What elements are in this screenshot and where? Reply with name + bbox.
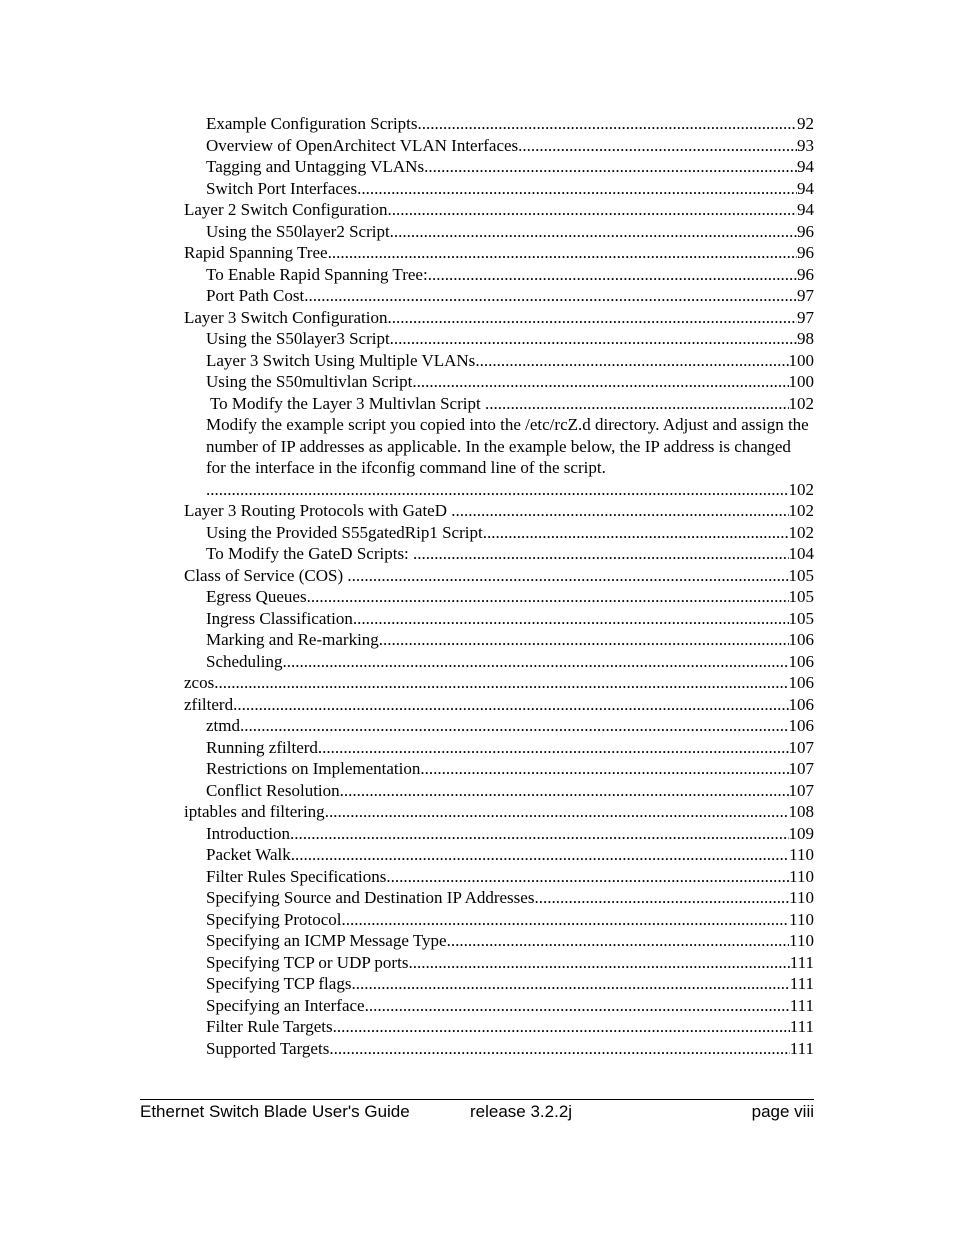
toc-entry-title: iptables and filtering xyxy=(184,802,325,821)
toc-entry-title: Specifying Protocol xyxy=(206,909,342,929)
toc-entry[interactable] xyxy=(184,629,814,651)
toc-dot-leader xyxy=(333,1016,790,1038)
toc-entry-title: Ingress Classification xyxy=(206,608,353,628)
toc-entry-title: Marking and Re-marking xyxy=(206,630,379,649)
toc-dot-leader xyxy=(329,1038,789,1060)
toc-dot-leader xyxy=(518,135,797,157)
toc-entry-title: Tagging and Untagging VLANs xyxy=(206,157,425,176)
toc-dot-leader xyxy=(214,672,788,694)
toc-entry-title: Class of Service (COS) xyxy=(184,565,348,585)
toc-entry-title: Specifying an ICMP Message Type xyxy=(206,931,447,950)
toc-entry-title: Using the S50layer2 Script xyxy=(206,221,390,241)
toc-entry-page: 93 xyxy=(797,135,814,155)
toc-entry[interactable] xyxy=(184,823,814,845)
toc-dot-leader xyxy=(347,565,788,587)
toc-dot-leader xyxy=(351,973,789,995)
toc-entry-page: 102 xyxy=(788,393,814,413)
toc-entry[interactable] xyxy=(184,995,814,1017)
toc-entry-page: 108 xyxy=(788,802,814,821)
toc-entry[interactable] xyxy=(184,307,814,329)
page-footer xyxy=(140,1099,814,1122)
toc-dot-leader xyxy=(325,801,789,823)
toc-entry-title: Layer 3 Switch Using Multiple VLANs xyxy=(206,350,476,370)
toc-entry-page: 106 xyxy=(788,716,814,735)
toc-entry[interactable] xyxy=(184,522,814,544)
toc-entry[interactable] xyxy=(184,930,814,952)
toc-entry-title: Switch Port Interfaces xyxy=(206,178,358,198)
toc-entry-page: 102 xyxy=(788,522,814,542)
toc-dot-leader xyxy=(307,586,789,608)
toc-dot-leader xyxy=(390,221,797,243)
toc-entry-page: 110 xyxy=(789,931,814,950)
toc-entry-page: 100 xyxy=(788,372,814,391)
toc-dot-leader xyxy=(447,930,790,952)
toc-dot-leader xyxy=(485,393,789,415)
toc-entry-page: 105 xyxy=(788,587,814,606)
toc-entry-page: 111 xyxy=(789,995,814,1015)
table-of-contents xyxy=(184,113,814,1059)
toc-entry-title: Introduction xyxy=(206,823,291,843)
toc-entry[interactable] xyxy=(184,608,814,630)
toc-entry-page: 111 xyxy=(789,952,814,972)
toc-entry-title: Layer 3 Routing Protocols with GateD xyxy=(184,501,452,520)
toc-dot-leader xyxy=(483,522,789,544)
toc-entry-title: Specifying Source and Destination IP Addresses xyxy=(206,888,535,907)
toc-entry-page: 105 xyxy=(788,608,814,628)
footer-release: release 3.2.2j xyxy=(470,1102,573,1121)
toc-entry-title: Running zfilterd xyxy=(206,737,318,757)
toc-entry-title: Filter Rule Targets xyxy=(206,1017,333,1036)
toc-entry[interactable] xyxy=(184,780,814,802)
toc-dot-leader xyxy=(475,350,788,372)
toc-entry-page: 94 xyxy=(797,200,814,219)
toc-entry[interactable] xyxy=(184,242,814,264)
toc-entry[interactable] xyxy=(184,565,814,587)
toc-entry-page: 102 xyxy=(788,479,814,499)
toc-dot-leader xyxy=(379,629,789,651)
toc-dot-leader xyxy=(424,156,797,178)
toc-entry-page: 107 xyxy=(788,737,814,757)
toc-entry-title: To Enable Rapid Spanning Tree: xyxy=(206,264,428,284)
toc-dot-leader xyxy=(412,371,788,393)
toc-entry-page: 104 xyxy=(788,544,814,563)
toc-entry-page: 110 xyxy=(789,866,814,886)
toc-entry[interactable] xyxy=(184,715,814,737)
toc-entry-title: zcos xyxy=(184,673,215,692)
toc-entry-page: 110 xyxy=(789,909,814,929)
toc-entry-leader-line xyxy=(206,479,814,501)
footer-guide-title: Ethernet Switch Blade User's Guide xyxy=(140,1102,410,1121)
toc-entry[interactable] xyxy=(184,952,814,974)
toc-dot-leader xyxy=(388,199,798,221)
toc-entry-page: 92 xyxy=(797,114,814,133)
toc-entry[interactable] xyxy=(184,1038,814,1060)
toc-dot-leader xyxy=(240,715,789,737)
toc-entry[interactable] xyxy=(184,866,814,888)
toc-dot-leader xyxy=(290,823,788,845)
toc-entry-page: 94 xyxy=(797,178,814,198)
toc-entry-title: Using the S50multivlan Script xyxy=(206,372,413,391)
toc-dot-leader xyxy=(386,866,789,888)
toc-entry-title: Specifying TCP or UDP ports xyxy=(206,952,409,972)
toc-dot-leader xyxy=(291,844,789,866)
toc-entry-page: 107 xyxy=(788,780,814,800)
toc-entry-page: 97 xyxy=(797,307,814,327)
toc-entry-page: 109 xyxy=(788,823,814,843)
toc-entry-page: 106 xyxy=(788,630,814,649)
toc-dot-leader xyxy=(353,608,789,630)
toc-entry[interactable] xyxy=(184,393,814,415)
toc-dot-leader xyxy=(408,952,789,974)
toc-entry[interactable] xyxy=(184,414,814,500)
toc-dot-leader xyxy=(451,500,788,522)
toc-entry[interactable] xyxy=(184,350,814,372)
toc-entry-title: Specifying TCP flags xyxy=(206,974,352,993)
toc-entry-title: Using the Provided S55gatedRip1 Script xyxy=(206,522,483,542)
toc-dot-leader xyxy=(365,995,790,1017)
toc-dot-leader xyxy=(534,887,789,909)
toc-dot-leader xyxy=(413,543,788,565)
toc-dot-leader xyxy=(420,758,788,780)
toc-dot-leader xyxy=(388,307,798,329)
toc-entry[interactable] xyxy=(184,500,814,522)
footer-page-number: page viii xyxy=(751,1102,814,1121)
toc-entry-page: 110 xyxy=(789,888,814,907)
toc-dot-leader xyxy=(233,694,788,716)
toc-entry-title: Overview of OpenArchitect VLAN Interfaces xyxy=(206,135,519,155)
toc-entry[interactable] xyxy=(184,113,814,135)
toc-entry[interactable] xyxy=(184,135,814,157)
toc-entry-title: Filter Rules Specifications xyxy=(206,866,387,886)
toc-entry[interactable] xyxy=(184,844,814,866)
toc-entry-page: 106 xyxy=(788,651,814,671)
toc-entry-page: 96 xyxy=(797,243,814,262)
toc-entry[interactable] xyxy=(184,973,814,995)
toc-entry-page: 111 xyxy=(789,1038,814,1058)
toc-entry-title: Specifying an Interface xyxy=(206,995,365,1015)
toc-entry[interactable] xyxy=(184,1016,814,1038)
toc-dot-leader xyxy=(283,651,789,673)
toc-entry-page: 97 xyxy=(797,286,814,305)
toc-dot-leader xyxy=(342,909,790,931)
toc-entry[interactable] xyxy=(184,264,814,286)
toc-dot-leader xyxy=(304,285,797,307)
toc-entry-title: Using the S50layer3 Script xyxy=(206,329,390,348)
toc-entry[interactable] xyxy=(184,909,814,931)
toc-entry-title: Packet Walk xyxy=(206,845,291,864)
toc-entry[interactable] xyxy=(184,328,814,350)
toc-entry-title: Rapid Spanning Tree xyxy=(184,243,328,262)
toc-dot-leader xyxy=(357,178,797,200)
toc-entry[interactable] xyxy=(184,672,814,694)
toc-entry[interactable] xyxy=(184,586,814,608)
toc-entry-title: Conflict Resolution xyxy=(206,780,340,800)
toc-entry-title: Scheduling xyxy=(206,651,283,671)
toc-entry-page: 102 xyxy=(788,501,814,520)
toc-dot-leader xyxy=(418,113,797,135)
toc-dot-leader xyxy=(390,328,797,350)
toc-entry-page: 100 xyxy=(788,350,814,370)
toc-entry[interactable] xyxy=(184,221,814,243)
toc-entry[interactable] xyxy=(184,156,814,178)
toc-entry-title: To Modify the GateD Scripts: xyxy=(206,544,414,563)
toc-entry-title: Layer 3 Switch Configuration xyxy=(184,307,388,327)
toc-entry-title: Port Path Cost xyxy=(206,286,305,305)
toc-entry[interactable] xyxy=(184,285,814,307)
toc-dot-leader xyxy=(328,242,797,264)
toc-entry-title: Example Configuration Scripts xyxy=(206,114,418,133)
toc-entry[interactable] xyxy=(184,371,814,393)
toc-entry-title: Restrictions on Implementation xyxy=(206,759,421,778)
toc-entry-title: ztmd xyxy=(206,716,240,735)
toc-entry-page: 111 xyxy=(789,974,814,993)
toc-entry-page: 111 xyxy=(789,1017,814,1036)
toc-dot-leader xyxy=(428,264,797,286)
toc-entry[interactable] xyxy=(184,737,814,759)
toc-entry-page: 110 xyxy=(789,845,814,864)
toc-entry-title: Supported Targets xyxy=(206,1038,330,1058)
toc-entry-page: 107 xyxy=(788,759,814,778)
toc-entry[interactable] xyxy=(184,543,814,565)
toc-entry-page: 96 xyxy=(797,264,814,284)
toc-entry-title: To Modify the Layer 3 Multivlan Script xyxy=(206,393,485,413)
toc-entry-page: 98 xyxy=(797,329,814,348)
toc-entry-page: 94 xyxy=(797,157,814,176)
toc-entry[interactable] xyxy=(184,887,814,909)
toc-entry-page: 106 xyxy=(788,694,814,714)
toc-entry[interactable] xyxy=(184,758,814,780)
toc-entry[interactable] xyxy=(184,801,814,823)
toc-entry-title: Modify the example script you copied into the /etc/rcZ.d directory. Adjust and assign the number of IP addresses as applicable. In the example below, the IP address is changed for the interface in the ifconfig command line of the script. xyxy=(206,415,809,477)
toc-entry[interactable] xyxy=(184,694,814,716)
toc-entry[interactable] xyxy=(184,651,814,673)
toc-entry-title: zfilterd xyxy=(184,694,234,714)
toc-entry-title: Layer 2 Switch Configuration xyxy=(184,200,388,219)
toc-entry-page: 105 xyxy=(788,565,814,585)
toc-entry[interactable] xyxy=(184,199,814,221)
toc-entry-page: 106 xyxy=(788,673,814,692)
toc-dot-leader xyxy=(340,780,789,802)
toc-dot-leader xyxy=(206,479,789,501)
toc-entry-page: 96 xyxy=(797,221,814,241)
toc-entry-title: Egress Queues xyxy=(206,587,307,606)
toc-entry[interactable] xyxy=(184,178,814,200)
toc-dot-leader xyxy=(318,737,789,759)
